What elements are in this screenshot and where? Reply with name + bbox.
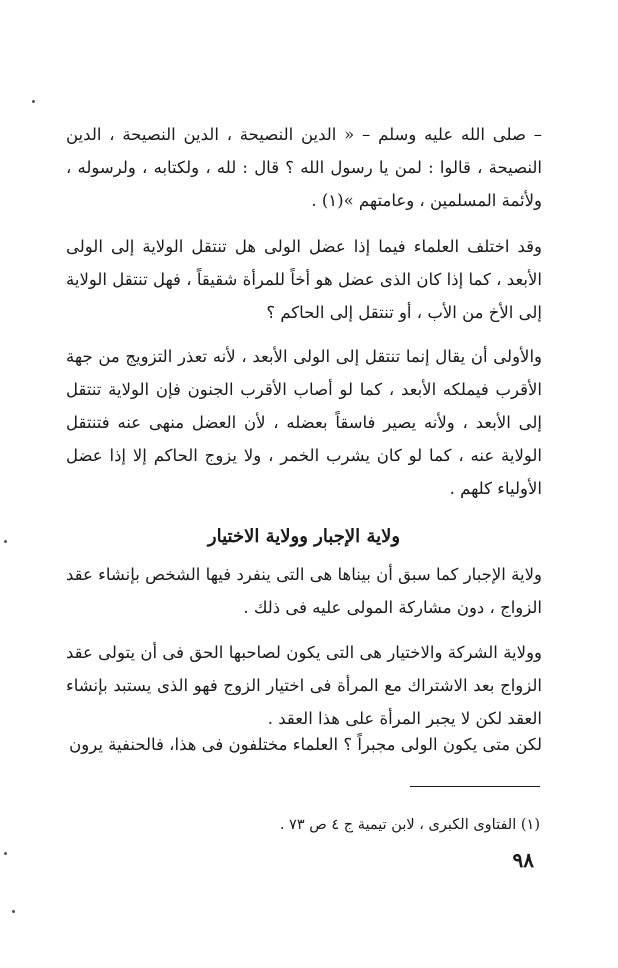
scan-speck bbox=[12, 910, 15, 913]
paragraph-preferred-view: والأولى أن يقال إنما تنتقل إلى الولى الأبعد ، لأنه تعذر التزويج من جهة الأقرب فيملكه الأبعد ، كما لو أصاب الأقرب الجنون فإن الولاية تنتقل إلى الأبعد ، ولأنه يصير فاسقاً بعضله ، لأن العضل منهى عنه فتنتقل الولاية عنه ، كما لو كان يشرب الخمر ، ولا يزوج الحاكم إلا إذا عضل الأولياء كلهم . bbox=[66, 347, 542, 498]
footnote: (١) الفتاوى الكبرى ، لابن تيمية ج ٤ ص ٧٣ . bbox=[279, 817, 540, 833]
scan-speck bbox=[4, 852, 7, 855]
paragraph-ijbar-definition: ولاية الإجبار كما سبق أن بيناها هى التى ينفرد فيها الشخص بإنشاء عقد الزواج ، دون مشاركة المولى عليه فى ذلك . bbox=[66, 565, 542, 617]
paragraph-hadith: – صلى الله عليه وسلم – « الدين النصيحة ، الدين النصيحة ، الدين النصيحة ، قالوا : لمن يا رسول الله ؟ قال : لله ، ولكتابه ، ولرسوله ، ولأئمة المسلمين ، وعامتهم »(١) . bbox=[66, 125, 542, 210]
scan-speck bbox=[4, 540, 7, 543]
page-number: ٩٨ bbox=[512, 848, 534, 872]
footnote-divider bbox=[410, 786, 540, 787]
paragraph-question: لكن متى يكون الولى مجبراً ؟ العلماء مختلفون فى هذا، فالحنفية يرون bbox=[69, 735, 542, 754]
scan-speck bbox=[32, 100, 35, 103]
section-heading: ولاية الإجبار وولاية الاختيار bbox=[207, 526, 401, 547]
paragraph-disagreement: وقد اختلف العلماء فيما إذا عضل الولى هل تنتقل الولاية إلى الولى الأبعد ، كما إذا كان الذى عضل هو أخاً للمرأة شقيقاً ، فهل تنتقل الولاية إلى الأخ من الأب ، أو تنتقل إلى الحاكم ؟ bbox=[66, 237, 542, 322]
paragraph-ikhtiyar-definition: وولاية الشركة والاختيار هى التى يكون لصاحبها الحق فى أن يتولى عقد الزواج بعد الاشتراك مع المرأة فى اختيار الزوج فهو الذى يستبد بإنشاء العقد لكن لا يجبر المرأة على هذا العقد . bbox=[66, 643, 542, 728]
